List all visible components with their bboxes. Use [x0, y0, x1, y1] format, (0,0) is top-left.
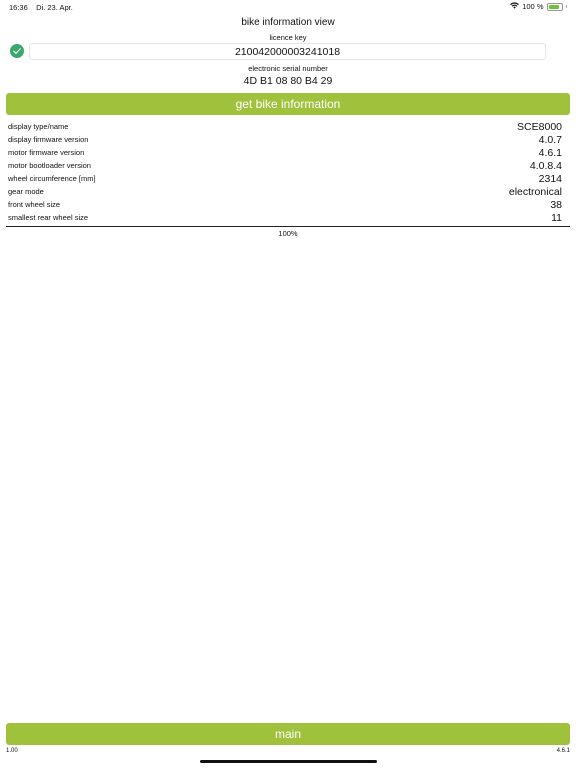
app-version: 1.00 — [6, 748, 18, 754]
row-value: 4.6.1 — [538, 147, 562, 159]
bike-info-table — [6, 119, 562, 223]
table-row — [6, 171, 562, 184]
battery-percentage: 100 % — [522, 2, 544, 11]
table-row — [6, 210, 562, 223]
serial-number-value: 4D B1 08 80 B4 29 — [243, 75, 333, 87]
status-bar — [0, 0, 576, 14]
table-row — [6, 145, 562, 158]
battery-cap — [566, 5, 568, 8]
serial-number-label: electronic serial number — [248, 64, 328, 73]
row-value: 11 — [551, 212, 562, 224]
battery-icon — [547, 3, 563, 11]
row-label: smallest rear wheel size — [8, 213, 89, 222]
battery-fill — [549, 5, 559, 9]
row-value: 2314 — [538, 173, 562, 185]
table-row — [6, 119, 562, 132]
table-row — [6, 158, 562, 171]
row-value: 4.0.7 — [538, 134, 562, 146]
row-label: display firmware version — [8, 135, 89, 144]
table-row — [6, 197, 562, 210]
row-value: SCE8000 — [517, 121, 562, 133]
status-left — [9, 3, 73, 12]
firmware-version: 4.6.1 — [556, 748, 570, 754]
licence-key-field[interactable]: 210042000003241018 — [29, 43, 546, 60]
status-date: Di. 23. Apr. — [36, 3, 73, 12]
get-bike-information-button[interactable]: get bike information — [6, 93, 570, 115]
status-time: 16:36 — [9, 3, 28, 12]
row-value: 4.0.8.4 — [529, 160, 562, 172]
row-label: motor firmware version — [8, 148, 85, 157]
table-row — [6, 184, 562, 197]
table-divider — [6, 226, 570, 227]
main-button[interactable]: main — [6, 723, 570, 745]
row-value: electronical — [508, 186, 562, 198]
page-title: bike information view — [241, 17, 335, 28]
row-label: motor bootloader version — [8, 161, 91, 170]
progress-text: 100% — [278, 229, 298, 238]
row-value: 38 — [550, 199, 562, 211]
row-label: gear mode — [8, 187, 44, 196]
status-right — [510, 2, 567, 11]
row-label: wheel circumference [mm] — [8, 174, 96, 183]
checkmark-icon — [10, 44, 24, 58]
licence-key-label: licence key — [269, 33, 307, 42]
row-label: display type/name — [8, 122, 69, 131]
row-label: front wheel size — [8, 200, 61, 209]
table-row — [6, 132, 562, 145]
home-indicator[interactable] — [200, 760, 377, 763]
wifi-icon — [510, 2, 519, 11]
